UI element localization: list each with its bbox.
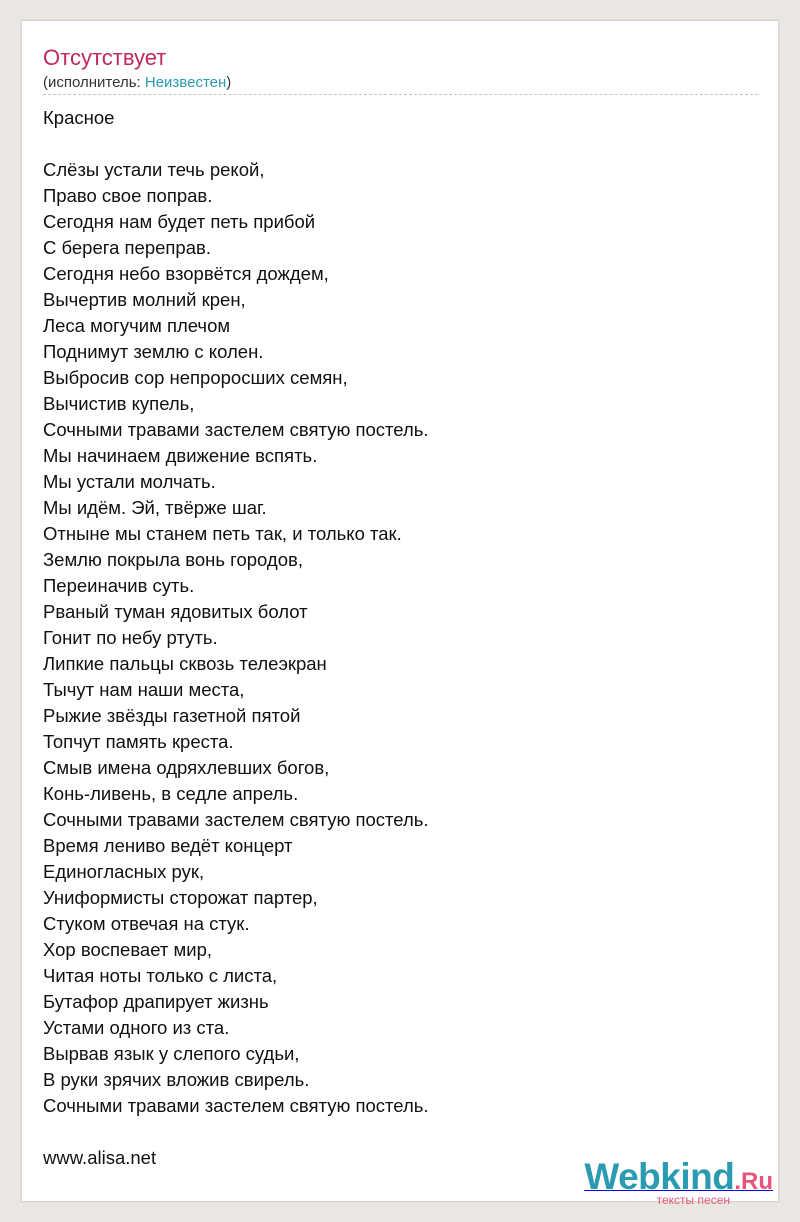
lyric-line: Читая ноты только с листа, — [43, 965, 278, 986]
lyric-line: Конь-ливень, в седле апрель. — [43, 783, 299, 804]
lyric-line: В руки зрячих вложив свирель. — [43, 1069, 310, 1090]
lyric-line: Единогласных рук, — [43, 861, 205, 882]
lyric-line: Униформисты сторожат партер, — [43, 887, 318, 908]
lyric-line: Выбросив сор непроросших семян, — [43, 367, 348, 388]
lyric-line: Время лениво ведёт концерт — [43, 835, 293, 856]
lyric-line: Вычистив купель, — [43, 393, 195, 414]
lyric-line: Отныне мы станем петь так, и только так. — [43, 523, 402, 544]
song-title: Отсутствует — [43, 45, 167, 70]
lyric-line: Липкие пальцы сквозь телеэкран — [43, 653, 327, 674]
source-url: www.alisa.net — [43, 1147, 157, 1168]
lyric-line: Смыв имена одряхлевших богов, — [43, 757, 330, 778]
lyric-line: Слёзы устали течь рекой, — [43, 159, 265, 180]
lyric-line: Топчут память креста. — [43, 731, 234, 752]
lyric-lines — [43, 157, 743, 1119]
lyric-line: Переиначив суть. — [43, 575, 195, 596]
lyrics-title: Красное — [43, 107, 115, 128]
lyric-line: Гонит по небу ртуть. — [43, 627, 218, 648]
lyric-line: Устами одного из ста. — [43, 1017, 230, 1038]
webkind-logo[interactable] — [584, 1156, 773, 1207]
artist-suffix: ) — [226, 74, 232, 91]
artist-line — [43, 74, 231, 92]
lyric-line: Вычертив молний крен, — [43, 289, 246, 310]
lyric-line: Хор воспевает мир, — [43, 939, 212, 960]
lyrics-text — [43, 105, 743, 1119]
lyric-line: Бутафор драпирует жизнь — [43, 991, 269, 1012]
artist-link[interactable]: Неизвестен — [144, 74, 227, 91]
lyric-line: Стуком отвечая на стук. — [43, 913, 250, 934]
lyric-line: С берега переправ. — [43, 237, 211, 258]
lyrics-card — [21, 20, 779, 1207]
divider — [43, 94, 758, 95]
lyric-line: Тычут нам наши места, — [43, 679, 245, 700]
logo-tld-text: .Ru — [734, 1168, 773, 1195]
lyric-line: Мы идём. Эй, твёрже шаг. — [43, 497, 267, 518]
lyric-line: Сочными травами застелем святую постель. — [43, 419, 429, 440]
lyric-line: Право свое поправ. — [43, 185, 213, 206]
lyric-line: Землю покрыла вонь городов, — [43, 549, 303, 570]
lyric-line: Мы начинаем движение вспять. — [43, 445, 318, 466]
lyric-line: Поднимут землю с колен. — [43, 341, 264, 362]
lyric-line: Сегодня небо взорвётся дождем, — [43, 263, 329, 284]
lyric-line: Леса могучим плечом — [43, 315, 231, 336]
lyric-line: Вырвав язык у слепого судьи, — [43, 1043, 300, 1064]
lyric-line: Мы устали молчать. — [43, 471, 216, 492]
lyric-line: Сегодня нам будет петь прибой — [43, 211, 316, 232]
lyric-line: Рыжие звёзды газетной пятой — [43, 705, 301, 726]
logo-subtitle: тексты песен — [656, 1193, 730, 1207]
artist-prefix: (исполнитель: — [43, 74, 145, 91]
lyric-line: Сочными травами застелем святую постель. — [43, 1095, 429, 1116]
lyric-line: Рваный туман ядовитых болот — [43, 601, 308, 622]
logo-main-text: Webkind — [584, 1156, 735, 1197]
lyric-line: Сочными травами застелем святую постель. — [43, 809, 429, 830]
